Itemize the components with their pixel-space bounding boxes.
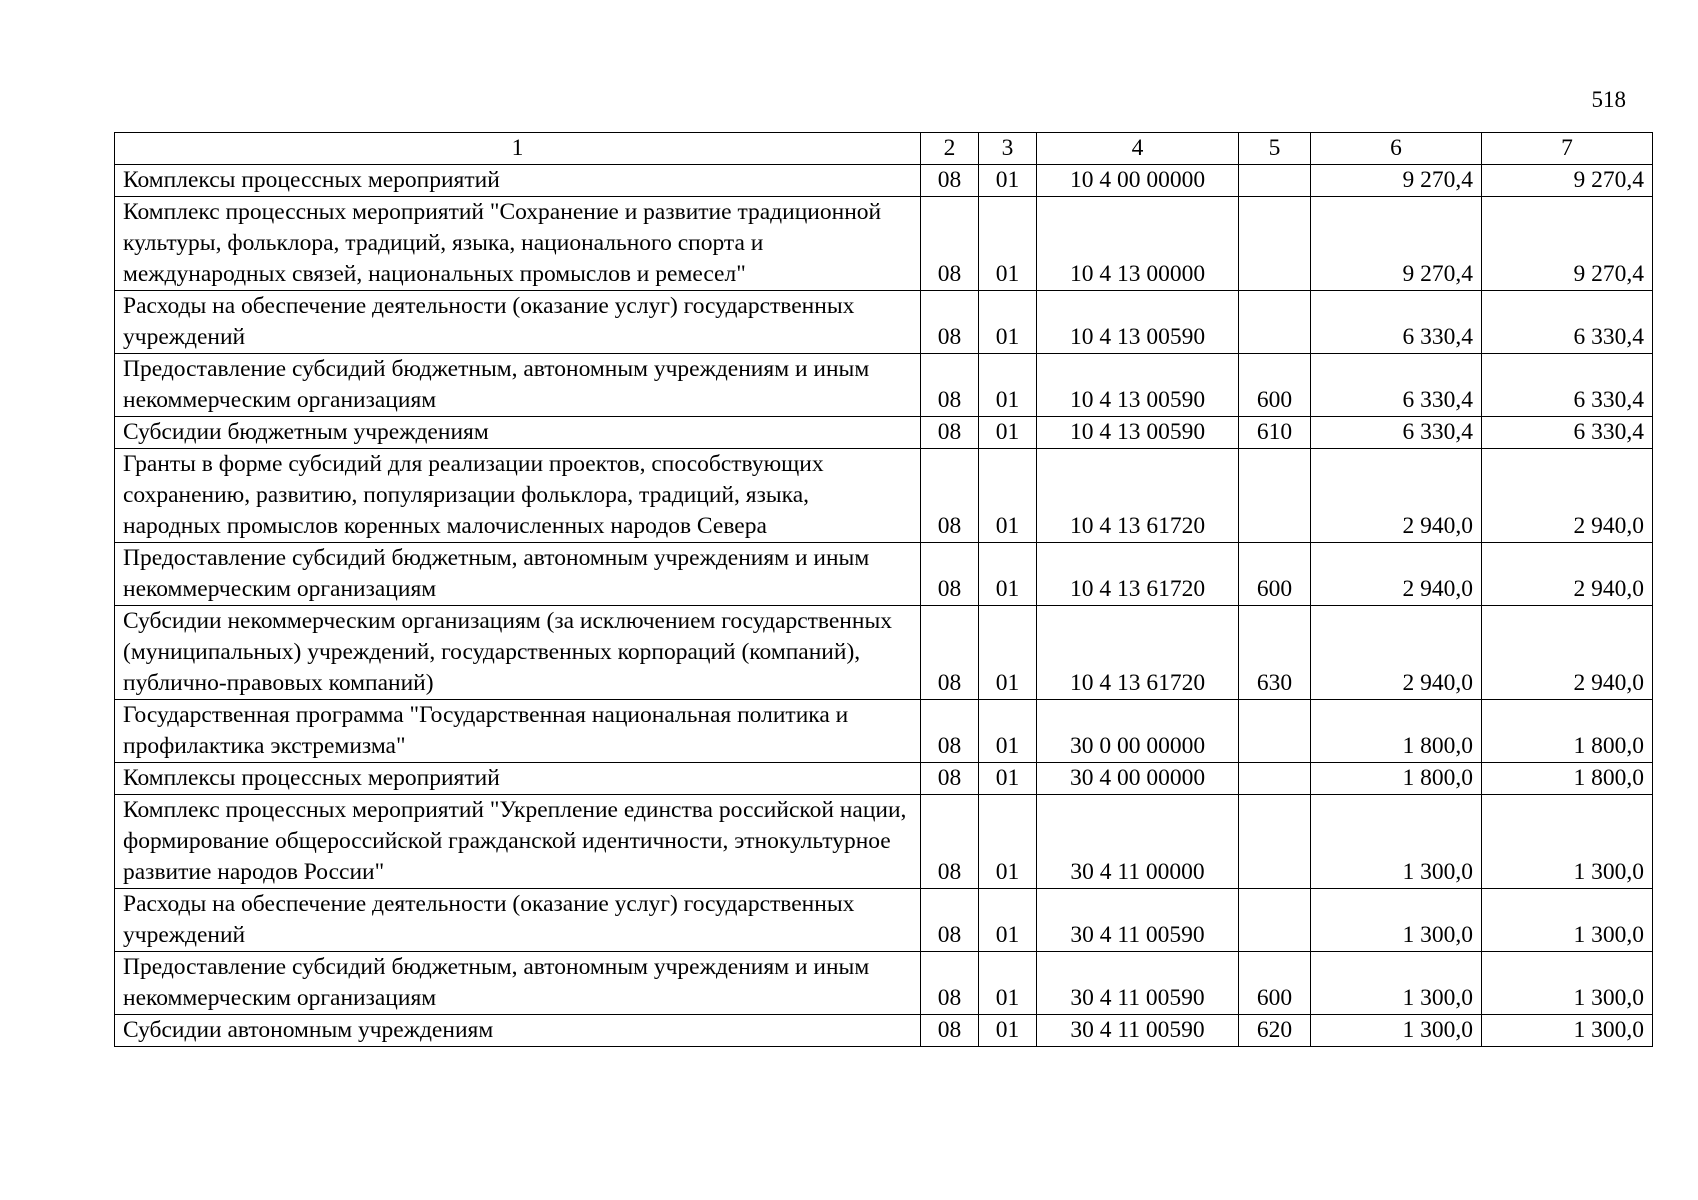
target-article-cell: 10 4 13 00590 xyxy=(1037,417,1239,449)
section-code-cell: 08 xyxy=(921,197,979,291)
table-row xyxy=(115,889,1653,952)
subsection-code-cell: 01 xyxy=(979,354,1037,417)
row-name-cell: Расходы на обеспечение деятельности (оказание услуг) государственных учреждений xyxy=(115,291,921,354)
expense-type-cell: 620 xyxy=(1239,1015,1311,1047)
target-article-cell: 30 4 11 00590 xyxy=(1037,952,1239,1015)
expense-type-cell xyxy=(1239,889,1311,952)
section-code-cell: 08 xyxy=(921,1015,979,1047)
amount-1-cell: 9 270,4 xyxy=(1311,165,1482,197)
target-article-cell: 10 4 13 61720 xyxy=(1037,543,1239,606)
header-cell-2: 2 xyxy=(921,133,979,165)
page-number: 518 xyxy=(1591,87,1626,112)
target-article-cell: 30 4 11 00000 xyxy=(1037,795,1239,889)
subsection-code-cell: 01 xyxy=(979,700,1037,763)
amount-2-cell: 6 330,4 xyxy=(1482,417,1653,449)
expense-type-cell xyxy=(1239,165,1311,197)
amount-2-cell: 6 330,4 xyxy=(1482,291,1653,354)
expense-type-cell: 600 xyxy=(1239,354,1311,417)
amount-1-cell: 1 800,0 xyxy=(1311,763,1482,795)
table-row xyxy=(115,606,1653,700)
target-article-cell: 30 4 00 00000 xyxy=(1037,763,1239,795)
expense-type-cell xyxy=(1239,197,1311,291)
table-row xyxy=(115,763,1653,795)
header-cell-7: 7 xyxy=(1482,133,1653,165)
table-row xyxy=(115,291,1653,354)
amount-2-cell: 1 300,0 xyxy=(1482,1015,1653,1047)
section-code-cell: 08 xyxy=(921,952,979,1015)
amount-1-cell: 2 940,0 xyxy=(1311,543,1482,606)
target-article-cell: 30 0 00 00000 xyxy=(1037,700,1239,763)
table-row xyxy=(115,165,1653,197)
subsection-code-cell: 01 xyxy=(979,763,1037,795)
expense-type-cell: 630 xyxy=(1239,606,1311,700)
amount-1-cell: 2 940,0 xyxy=(1311,606,1482,700)
amount-1-cell: 1 300,0 xyxy=(1311,889,1482,952)
amount-2-cell: 2 940,0 xyxy=(1482,543,1653,606)
table-row xyxy=(115,1015,1653,1047)
target-article-cell: 10 4 13 00590 xyxy=(1037,354,1239,417)
amount-1-cell: 6 330,4 xyxy=(1311,417,1482,449)
target-article-cell: 10 4 00 00000 xyxy=(1037,165,1239,197)
subsection-code-cell: 01 xyxy=(979,197,1037,291)
target-article-cell: 10 4 13 61720 xyxy=(1037,606,1239,700)
amount-2-cell: 9 270,4 xyxy=(1482,165,1653,197)
amount-1-cell: 9 270,4 xyxy=(1311,197,1482,291)
section-code-cell: 08 xyxy=(921,291,979,354)
row-name-cell: Предоставление субсидий бюджетным, автономным учреждениям и иным некоммерческим организациям xyxy=(115,543,921,606)
amount-2-cell: 1 800,0 xyxy=(1482,763,1653,795)
section-code-cell: 08 xyxy=(921,795,979,889)
amount-2-cell: 9 270,4 xyxy=(1482,197,1653,291)
amount-1-cell: 1 800,0 xyxy=(1311,700,1482,763)
row-name-cell: Расходы на обеспечение деятельности (оказание услуг) государственных учреждений xyxy=(115,889,921,952)
row-name-cell: Предоставление субсидий бюджетным, автономным учреждениям и иным некоммерческим организациям xyxy=(115,952,921,1015)
expense-type-cell: 600 xyxy=(1239,543,1311,606)
section-code-cell: 08 xyxy=(921,449,979,543)
table-row xyxy=(115,449,1653,543)
expense-type-cell: 610 xyxy=(1239,417,1311,449)
row-name-cell: Предоставление субсидий бюджетным, автономным учреждениям и иным некоммерческим организациям xyxy=(115,354,921,417)
amount-1-cell: 1 300,0 xyxy=(1311,795,1482,889)
target-article-cell: 30 4 11 00590 xyxy=(1037,889,1239,952)
target-article-cell: 10 4 13 00000 xyxy=(1037,197,1239,291)
amount-1-cell: 6 330,4 xyxy=(1311,354,1482,417)
section-code-cell: 08 xyxy=(921,700,979,763)
row-name-cell: Комплекс процессных мероприятий "Сохранение и развитие традиционной культуры, фольклора, традиций, языка, национального спорта и международных связей, национальных промыслов и ремесел" xyxy=(115,197,921,291)
header-cell-3: 3 xyxy=(979,133,1037,165)
amount-2-cell: 6 330,4 xyxy=(1482,354,1653,417)
amount-1-cell: 2 940,0 xyxy=(1311,449,1482,543)
expense-type-cell xyxy=(1239,763,1311,795)
subsection-code-cell: 01 xyxy=(979,952,1037,1015)
expense-type-cell xyxy=(1239,795,1311,889)
table-row xyxy=(115,543,1653,606)
subsection-code-cell: 01 xyxy=(979,543,1037,606)
row-name-cell: Комплекс процессных мероприятий "Укрепление единства российской нации, формирование общероссийской гражданской идентичности, этнокультурное развитие народов России" xyxy=(115,795,921,889)
table-row xyxy=(115,354,1653,417)
table-row xyxy=(115,417,1653,449)
expense-type-cell xyxy=(1239,700,1311,763)
section-code-cell: 08 xyxy=(921,889,979,952)
subsection-code-cell: 01 xyxy=(979,417,1037,449)
row-name-cell: Субсидии некоммерческим организациям (за исключением государственных (муниципальных) учреждений, государственных корпораций (компаний), публично-правовых компаний) xyxy=(115,606,921,700)
subsection-code-cell: 01 xyxy=(979,291,1037,354)
amount-2-cell: 2 940,0 xyxy=(1482,449,1653,543)
expense-type-cell xyxy=(1239,449,1311,543)
table-row xyxy=(115,952,1653,1015)
section-code-cell: 08 xyxy=(921,417,979,449)
target-article-cell: 10 4 13 61720 xyxy=(1037,449,1239,543)
amount-2-cell: 1 800,0 xyxy=(1482,700,1653,763)
header-cell-4: 4 xyxy=(1037,133,1239,165)
amount-1-cell: 1 300,0 xyxy=(1311,952,1482,1015)
row-name-cell: Субсидии автономным учреждениям xyxy=(115,1015,921,1047)
table-header-row xyxy=(115,133,1653,165)
expense-type-cell xyxy=(1239,291,1311,354)
row-name-cell: Субсидии бюджетным учреждениям xyxy=(115,417,921,449)
header-cell-1: 1 xyxy=(115,133,921,165)
section-code-cell: 08 xyxy=(921,165,979,197)
amount-1-cell: 6 330,4 xyxy=(1311,291,1482,354)
subsection-code-cell: 01 xyxy=(979,795,1037,889)
section-code-cell: 08 xyxy=(921,763,979,795)
amount-2-cell: 1 300,0 xyxy=(1482,889,1653,952)
subsection-code-cell: 01 xyxy=(979,165,1037,197)
expense-type-cell: 600 xyxy=(1239,952,1311,1015)
amount-2-cell: 1 300,0 xyxy=(1482,952,1653,1015)
section-code-cell: 08 xyxy=(921,606,979,700)
subsection-code-cell: 01 xyxy=(979,606,1037,700)
target-article-cell: 10 4 13 00590 xyxy=(1037,291,1239,354)
row-name-cell: Комплексы процессных мероприятий xyxy=(115,763,921,795)
amount-1-cell: 1 300,0 xyxy=(1311,1015,1482,1047)
row-name-cell: Гранты в форме субсидий для реализации проектов, способствующих сохранению, развитию, популяризации фольклора, традиций, языка, народных промыслов коренных малочисленных народов Севера xyxy=(115,449,921,543)
subsection-code-cell: 01 xyxy=(979,449,1037,543)
row-name-cell: Комплексы процессных мероприятий xyxy=(115,165,921,197)
section-code-cell: 08 xyxy=(921,354,979,417)
header-cell-6: 6 xyxy=(1311,133,1482,165)
table-row xyxy=(115,700,1653,763)
header-cell-5: 5 xyxy=(1239,133,1311,165)
subsection-code-cell: 01 xyxy=(979,889,1037,952)
subsection-code-cell: 01 xyxy=(979,1015,1037,1047)
table-row xyxy=(115,197,1653,291)
section-code-cell: 08 xyxy=(921,543,979,606)
budget-table xyxy=(114,132,1653,1047)
amount-2-cell: 1 300,0 xyxy=(1482,795,1653,889)
table-row xyxy=(115,795,1653,889)
row-name-cell: Государственная программа "Государственная национальная политика и профилактика экстремизма" xyxy=(115,700,921,763)
amount-2-cell: 2 940,0 xyxy=(1482,606,1653,700)
target-article-cell: 30 4 11 00590 xyxy=(1037,1015,1239,1047)
